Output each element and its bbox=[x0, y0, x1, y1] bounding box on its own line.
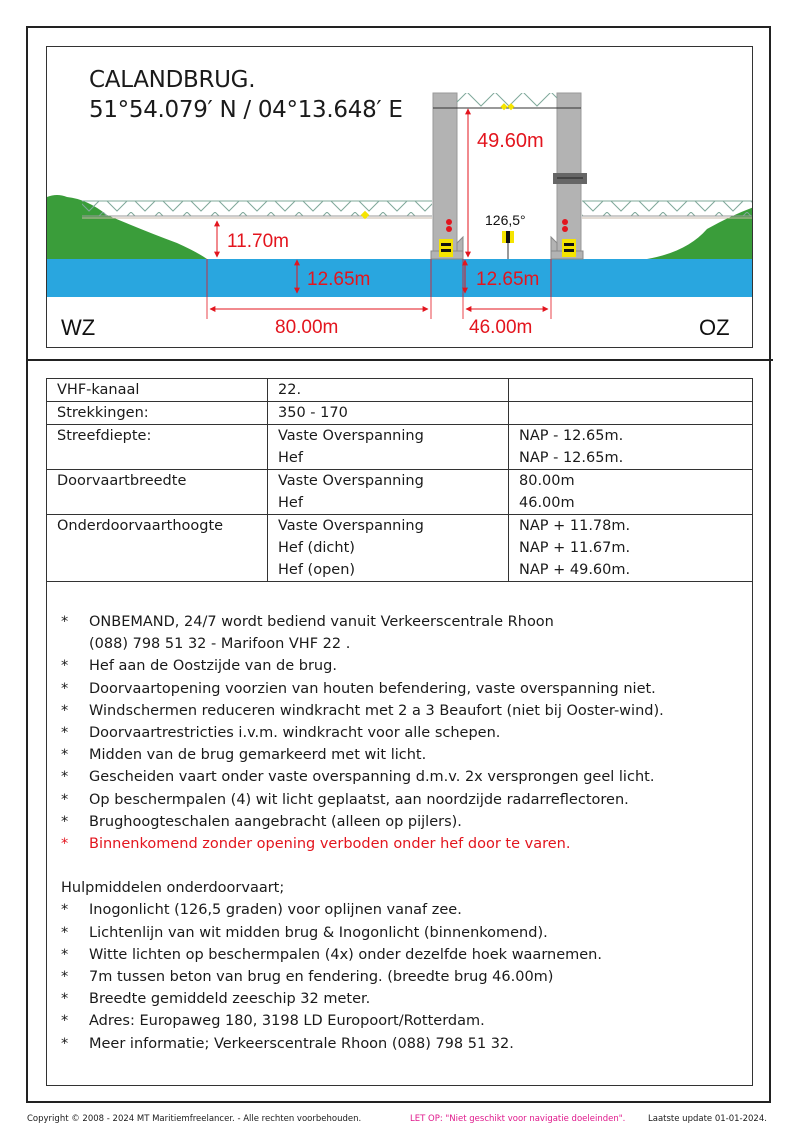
bullet-marker: * bbox=[61, 969, 69, 986]
aid-text: 7m tussen beton van brug en fendering. (breedte brug 46.00m) bbox=[89, 969, 554, 986]
note-item bbox=[61, 611, 742, 633]
table-row bbox=[47, 470, 752, 515]
aid-text: Lichtenlijn van wit midden brug & Inogonlicht (binnenkomend). bbox=[89, 924, 548, 941]
spec-subtype-line: Vaste Overspanning bbox=[278, 473, 424, 489]
water bbox=[47, 259, 753, 297]
bridge-name: CALANDBRUG. bbox=[89, 67, 256, 93]
last-updated: Laatste update 01-01-2024. bbox=[648, 1114, 767, 1124]
spec-value-line: NAP + 49.60m. bbox=[519, 562, 631, 578]
aid-text: Witte lichten op beschermpalen (4x) onder dezelfde hoek waarnemen. bbox=[89, 946, 602, 963]
spec-value-line: NAP - 12.65m. bbox=[519, 450, 624, 466]
table-row bbox=[47, 402, 752, 425]
note-item bbox=[61, 766, 742, 788]
spec-subtype-line: Vaste Overspanning bbox=[278, 428, 424, 444]
west-side-label: WZ bbox=[61, 315, 96, 340]
aid-text: Breedte gemiddeld zeeschip 32 meter. bbox=[89, 991, 371, 1008]
spec-subtype-line: Hef bbox=[278, 450, 303, 466]
lift-height-label: 49.60m bbox=[477, 130, 544, 152]
width-lift-label: 46.00m bbox=[469, 317, 533, 338]
spec-subtype bbox=[268, 425, 509, 470]
note-item bbox=[61, 744, 742, 766]
bullet-marker: * bbox=[61, 614, 69, 630]
aid-item bbox=[61, 899, 742, 921]
note-item bbox=[61, 678, 742, 700]
spec-value-line bbox=[519, 379, 742, 401]
height-scale-east bbox=[562, 239, 576, 257]
spec-value-line bbox=[519, 402, 742, 424]
spec-subtype bbox=[268, 379, 509, 402]
bridge-coordinates: 51°54.079′ N / 04°13.648′ E bbox=[89, 97, 403, 123]
note-text: Binnenkomend zonder opening verboden onder hef door te varen. bbox=[89, 836, 571, 853]
lift-span bbox=[457, 93, 557, 107]
table-row bbox=[47, 425, 752, 470]
bullet-marker: * bbox=[61, 702, 69, 719]
note-text: Op beschermpalen (4) wit licht geplaatst, aan noordzijde radarreflectoren. bbox=[89, 791, 629, 808]
bullet-marker: * bbox=[61, 769, 69, 786]
spec-subtype-line: Vaste Overspanning bbox=[278, 518, 424, 534]
spec-value-line: 46.00m bbox=[519, 495, 575, 511]
aids-heading: Hulpmiddelen onderdoorvaart; bbox=[61, 880, 285, 897]
bullet-marker: * bbox=[61, 747, 69, 764]
bullet-marker: * bbox=[61, 658, 69, 675]
note-text: Hef aan de Oostzijde van de brug. bbox=[89, 658, 337, 675]
inogon-angle-label: 126,5° bbox=[485, 212, 526, 228]
warning-note bbox=[61, 833, 742, 855]
bullet-marker: * bbox=[61, 836, 69, 853]
table-row bbox=[47, 379, 752, 402]
bullet-marker: * bbox=[61, 991, 69, 1008]
spec-subtype-line: 350 - 170 bbox=[278, 405, 348, 421]
spec-value bbox=[509, 425, 753, 470]
west-tower bbox=[433, 93, 457, 259]
aid-text: Inogonlicht (126,5 graden) voor oplijnen vanaf zee. bbox=[89, 902, 462, 919]
aid-item bbox=[61, 922, 742, 944]
navigation-warning: LET OP: "Niet geschikt voor navigatie doeleinden". bbox=[410, 1114, 626, 1124]
aid-item bbox=[61, 1033, 742, 1055]
spec-label: Strekkingen: bbox=[47, 402, 268, 425]
spec-value bbox=[509, 515, 753, 582]
spec-subtype bbox=[268, 402, 509, 425]
spec-label: Doorvaartbreedte bbox=[47, 470, 268, 515]
specs-table bbox=[47, 379, 752, 582]
note-item bbox=[61, 700, 742, 722]
bullet-marker: * bbox=[61, 946, 69, 963]
bridge-diagram bbox=[46, 46, 753, 348]
aid-item bbox=[61, 966, 742, 988]
spec-value bbox=[509, 470, 753, 515]
spec-value-line: NAP + 11.78m. bbox=[519, 518, 631, 534]
bullet-marker: * bbox=[61, 725, 69, 742]
spec-subtype-line: Hef bbox=[278, 495, 303, 511]
aid-item bbox=[61, 944, 742, 966]
fixed-clearance-label: 11.70m bbox=[227, 231, 289, 252]
aid-item bbox=[61, 1010, 742, 1032]
depth-east-label: 12.65m bbox=[476, 269, 540, 290]
copyright-text: Copyright © 2008 - 2024 MT Maritiemfreelancer. - Alle rechten voorbehouden. bbox=[27, 1114, 362, 1124]
east-side-label: OZ bbox=[699, 315, 730, 340]
bullet-marker: * bbox=[61, 813, 69, 830]
section-divider bbox=[26, 359, 773, 361]
note-continuation: (088) 798 51 32 - Marifoon VHF 22 . bbox=[89, 636, 351, 653]
table-row bbox=[47, 515, 752, 582]
height-scale-west bbox=[439, 239, 453, 257]
aid-item bbox=[61, 988, 742, 1010]
spec-subtype-line: Hef (open) bbox=[278, 562, 356, 578]
spec-value-line: NAP + 11.67m. bbox=[519, 540, 631, 556]
spec-value bbox=[509, 379, 753, 402]
note-item bbox=[61, 722, 742, 744]
spec-value-line: NAP - 12.65m. bbox=[519, 428, 624, 444]
spec-subtype-line: 22. bbox=[278, 382, 302, 398]
bullet-marker: * bbox=[61, 791, 69, 808]
note-text: Gescheiden vaart onder vaste overspanning d.m.v. 2x versprongen geel licht. bbox=[89, 769, 655, 786]
note-item bbox=[61, 789, 742, 811]
notes-section bbox=[61, 611, 742, 1055]
spec-value bbox=[509, 402, 753, 425]
spec-subtype-line: Hef (dicht) bbox=[278, 540, 355, 556]
aid-text: Meer informatie; Verkeerscentrale Rhoon (088) 798 51 32. bbox=[89, 1035, 514, 1052]
bullet-marker: * bbox=[61, 902, 69, 919]
spec-label: Onderdoorvaarthoogte bbox=[47, 515, 268, 582]
depth-west-label: 12.65m bbox=[307, 269, 371, 290]
bullet-marker: * bbox=[61, 680, 69, 697]
note-text: Doorvaartopening voorzien van houten befendering, vaste overspanning niet. bbox=[89, 680, 656, 697]
spec-label: VHF-kanaal bbox=[47, 379, 268, 402]
note-text: Windschermen reduceren windkracht met 2 a 3 Beaufort (niet bij Ooster-wind). bbox=[89, 702, 664, 719]
spec-subtype bbox=[268, 470, 509, 515]
notes-list bbox=[61, 611, 742, 855]
spec-value-line: 80.00m bbox=[519, 473, 575, 489]
note-item bbox=[61, 655, 742, 677]
spec-label: Streefdiepte: bbox=[47, 425, 268, 470]
note-text: Doorvaartrestricties i.v.m. windkracht voor alle schepen. bbox=[89, 725, 501, 742]
bullet-marker: * bbox=[61, 1035, 69, 1052]
bullet-marker: * bbox=[61, 1013, 69, 1030]
bridge-title bbox=[89, 65, 403, 125]
spec-subtype bbox=[268, 515, 509, 582]
width-fixed-label: 80.00m bbox=[275, 317, 339, 338]
note-item bbox=[61, 811, 742, 833]
note-text: Midden van de brug gemarkeerd met wit licht. bbox=[89, 747, 427, 764]
note-text: ONBEMAND, 24/7 wordt bediend vanuit Verkeerscentrale Rhoon bbox=[89, 614, 554, 630]
aid-text: Adres: Europaweg 180, 3198 LD Europoort/Rotterdam. bbox=[89, 1013, 485, 1030]
note-text: Brughoogteschalen aangebracht (alleen op pijlers). bbox=[89, 813, 462, 830]
info-panel bbox=[46, 378, 753, 1086]
aids-list bbox=[61, 899, 742, 1054]
bullet-marker: * bbox=[61, 924, 69, 941]
